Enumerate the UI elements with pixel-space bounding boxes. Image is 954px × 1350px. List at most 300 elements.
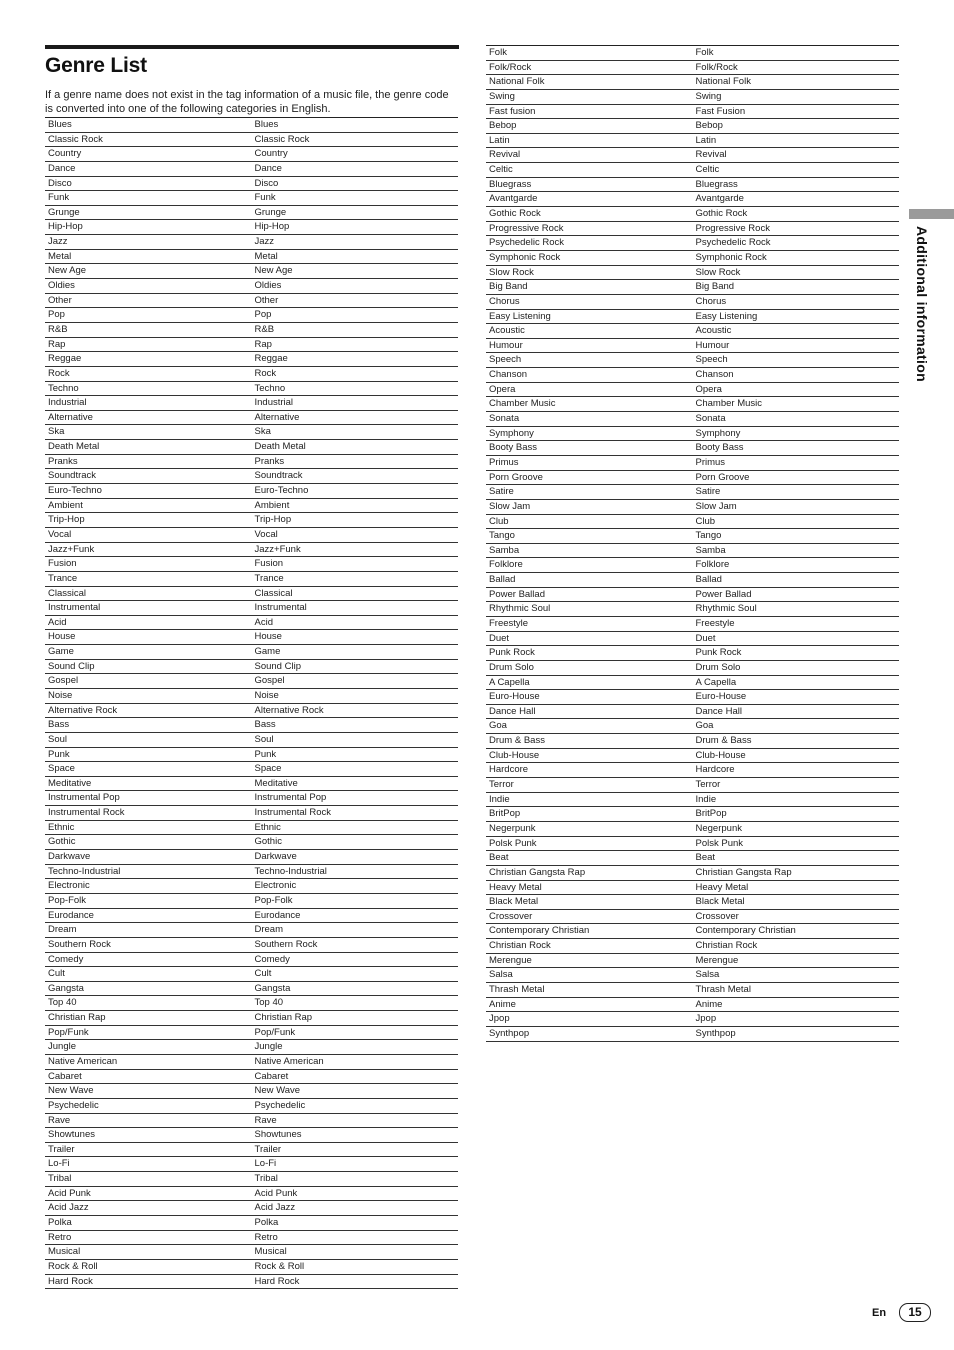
genre-display-name: Space — [254, 763, 282, 775]
genre-code-name: Tango — [489, 530, 515, 542]
genre-display-name: Other — [254, 294, 279, 306]
table-row — [45, 879, 458, 894]
genre-display-name: Tango — [695, 530, 722, 542]
table-row — [486, 793, 899, 808]
table-row — [45, 806, 458, 821]
genre-code-name: Classic Rock — [48, 133, 103, 145]
page-title: Genre List — [45, 54, 147, 77]
genre-code-name: New Age — [48, 265, 87, 277]
table-row — [45, 953, 458, 968]
genre-display-name: Pop-Folk — [254, 894, 293, 906]
genre-code-name: Darkwave — [48, 851, 91, 863]
table-row — [486, 851, 899, 866]
table-row — [45, 982, 458, 997]
genre-code-name: Acoustic — [489, 325, 525, 337]
table-row — [486, 573, 899, 588]
genre-code-name: Christian Rap — [48, 1012, 106, 1024]
genre-display-name: Funk — [254, 192, 276, 204]
table-row — [45, 279, 458, 294]
table-row — [45, 543, 458, 558]
genre-display-name: A Capella — [695, 676, 737, 688]
table-row — [45, 865, 458, 880]
table-row — [486, 236, 899, 251]
genre-code-name: Hardcore — [489, 764, 529, 776]
genre-code-name: Trailer — [48, 1143, 75, 1155]
genre-display-name: Jazz — [254, 236, 275, 248]
table-row — [45, 967, 458, 982]
table-row — [45, 308, 458, 323]
section-label: Additional information — [914, 226, 930, 382]
genre-code-name: Bebop — [489, 120, 517, 132]
genre-code-name: Native American — [48, 1056, 118, 1067]
genre-code-name: House — [48, 631, 76, 643]
genre-display-name: Classical — [254, 587, 293, 599]
table-row — [45, 1099, 458, 1114]
table-row — [486, 544, 899, 559]
table-row — [486, 119, 899, 134]
genre-display-name: Sonata — [695, 413, 726, 425]
table-row — [45, 1201, 458, 1216]
genre-display-name: Opera — [695, 383, 722, 395]
table-row — [486, 807, 899, 822]
genre-code-name: Funk — [48, 192, 70, 204]
genre-code-name: Fusion — [48, 558, 77, 570]
table-row — [486, 939, 899, 954]
genre-code-name: Ambient — [48, 499, 83, 511]
table-row — [45, 1260, 458, 1275]
genre-display-name: Showtunes — [254, 1129, 302, 1141]
genre-code-name: Fast fusion — [489, 105, 536, 117]
genre-code-name: Bass — [48, 719, 70, 731]
genre-code-name: Ska — [48, 426, 65, 438]
genre-display-name: Cabaret — [254, 1070, 289, 1082]
genre-code-name: Acid Punk — [48, 1187, 91, 1199]
genre-display-name: Duet — [695, 632, 716, 644]
table-row — [486, 837, 899, 852]
genre-display-name: Swing — [695, 90, 722, 102]
table-row — [45, 674, 458, 689]
table-row — [45, 1040, 458, 1055]
genre-code-name: Soundtrack — [48, 470, 97, 482]
table-row — [45, 352, 458, 367]
table-row — [45, 220, 458, 235]
table-row — [486, 222, 899, 237]
table-row — [486, 515, 899, 530]
genre-code-name: Oldies — [48, 280, 75, 292]
genre-code-name: Techno — [48, 382, 79, 394]
table-row — [45, 411, 458, 426]
genre-display-name: Beat — [695, 852, 716, 864]
genre-code-name: Metal — [48, 250, 72, 262]
table-row — [486, 485, 899, 500]
genre-code-name: Heavy Metal — [489, 881, 542, 893]
genre-display-name: Techno — [254, 382, 286, 394]
genre-code-name: Top 40 — [48, 997, 77, 1009]
genre-code-name: National Folk — [489, 76, 545, 88]
table-row — [45, 206, 458, 221]
genre-display-name: Jpop — [695, 1013, 717, 1025]
genre-code-name: Meditative — [48, 777, 92, 789]
genre-display-name: Dance Hall — [695, 705, 742, 717]
table-row — [45, 689, 458, 704]
genre-code-name: Christian Rock — [489, 940, 551, 952]
genre-code-name: Psychedelic — [48, 1099, 99, 1111]
table-row — [45, 850, 458, 865]
genre-code-name: Pranks — [48, 455, 78, 467]
table-row — [486, 295, 899, 310]
genre-code-name: Game — [48, 646, 74, 658]
table-row — [45, 396, 458, 411]
table-row — [486, 412, 899, 427]
table-row — [486, 910, 899, 925]
genre-display-name: Game — [254, 646, 281, 658]
genre-code-name: Ballad — [489, 574, 516, 586]
genre-code-name: Hard Rock — [48, 1275, 93, 1287]
genre-code-name: Club — [489, 515, 509, 527]
genre-display-name: Jazz+Funk — [254, 543, 301, 555]
table-row — [45, 1055, 458, 1070]
genre-display-name: Noise — [254, 689, 279, 701]
genre-code-name: Rhythmic Soul — [489, 603, 551, 615]
genre-display-name: Gangsta — [254, 982, 291, 994]
table-row — [486, 734, 899, 749]
genre-display-name: Classic Rock — [254, 133, 310, 145]
genre-code-name: Instrumental Pop — [48, 792, 120, 804]
genre-display-name: Acid Jazz — [254, 1202, 296, 1214]
table-row — [486, 588, 899, 603]
genre-display-name: Jungle — [254, 1041, 283, 1053]
genre-display-name: Club-House — [695, 749, 746, 761]
genre-display-name: Christian Gangsta Rap — [695, 866, 792, 878]
genre-code-name: Jazz — [48, 236, 68, 248]
genre-code-name: Jazz+Funk — [48, 543, 95, 555]
table-row — [45, 733, 458, 748]
genre-display-name: Fusion — [254, 558, 284, 570]
genre-display-name: Euro-House — [695, 691, 747, 703]
table-row — [45, 1114, 458, 1129]
table-row — [45, 835, 458, 850]
table-row — [486, 310, 899, 325]
table-row — [45, 294, 458, 309]
genre-code-name: Electronic — [48, 880, 90, 892]
genre-display-name: Punk — [254, 748, 277, 760]
genre-display-name: Heavy Metal — [695, 881, 749, 893]
table-row — [45, 1011, 458, 1026]
table-row — [486, 471, 899, 486]
genre-display-name: Goa — [695, 720, 714, 732]
genre-display-name: Punk Rock — [695, 647, 742, 659]
genre-display-name: Alternative — [254, 411, 300, 423]
genre-display-name: Chanson — [695, 369, 734, 381]
genre-display-name: Slow Jam — [695, 500, 737, 512]
genre-display-name: New Age — [254, 265, 293, 277]
genre-code-name: Drum & Bass — [489, 735, 545, 747]
table-row — [45, 718, 458, 733]
table-row — [486, 339, 899, 354]
genre-display-name: Instrumental Pop — [254, 792, 327, 804]
table-row — [45, 762, 458, 777]
table-row — [486, 251, 899, 266]
genre-display-name: Trip-Hop — [254, 514, 292, 526]
genre-code-name: Grunge — [48, 206, 80, 218]
table-row — [45, 323, 458, 338]
genre-code-name: Avantgarde — [489, 193, 538, 205]
table-row — [45, 425, 458, 440]
genre-display-name: Symphony — [695, 427, 741, 439]
genre-display-name: House — [254, 631, 282, 643]
genre-display-name: Negerpunk — [695, 822, 742, 834]
table-row — [486, 749, 899, 764]
genre-code-name: R&B — [48, 323, 68, 335]
table-row — [486, 353, 899, 368]
table-row — [45, 601, 458, 616]
table-row — [45, 1231, 458, 1246]
genre-code-name: Dance Hall — [489, 705, 536, 717]
genre-display-name: Country — [254, 148, 288, 160]
table-row — [45, 177, 458, 192]
genre-display-name: Top 40 — [254, 997, 284, 1009]
genre-code-name: Rock — [48, 367, 70, 379]
genre-code-name: Gothic — [48, 836, 76, 848]
table-row — [486, 148, 899, 163]
table-row — [45, 513, 458, 528]
genre-code-name: Contemporary Christian — [489, 925, 590, 937]
genre-display-name: Terror — [695, 779, 721, 791]
table-row — [486, 134, 899, 149]
genre-code-name: Rap — [48, 338, 66, 350]
table-row — [45, 1128, 458, 1143]
genre-display-name: Club — [695, 515, 716, 527]
genre-code-name: Duet — [489, 632, 510, 644]
genre-display-name: Hip-Hop — [254, 221, 290, 233]
genre-display-name: Acid — [254, 616, 273, 628]
genre-code-name: Satire — [489, 486, 514, 498]
genre-code-name: Chorus — [489, 295, 520, 307]
genre-display-name: Salsa — [695, 969, 720, 981]
table-row — [486, 61, 899, 76]
genre-display-name: Instrumental — [254, 602, 307, 614]
table-row — [45, 1216, 458, 1231]
genre-code-name: Folk — [489, 47, 507, 58]
genre-code-name: Disco — [48, 177, 72, 189]
genre-code-name: Space — [48, 763, 75, 775]
genre-display-name: Symphonic Rock — [695, 251, 767, 263]
table-row — [45, 1084, 458, 1099]
genre-display-name: Pranks — [254, 455, 285, 467]
table-row — [45, 630, 458, 645]
genre-display-name: Pop — [254, 309, 272, 321]
genre-code-name: Thrash Metal — [489, 984, 545, 995]
genre-code-name: Booty Bass — [489, 442, 538, 454]
genre-code-name: Black Metal — [489, 896, 539, 908]
genre-code-name: Sonata — [489, 413, 520, 425]
genre-display-name: Dance — [254, 162, 282, 174]
table-row — [486, 719, 899, 734]
table-row — [486, 763, 899, 778]
table-row — [486, 500, 899, 515]
genre-display-name: Acoustic — [695, 325, 732, 337]
table-row — [45, 616, 458, 631]
genre-code-name: Jungle — [48, 1041, 76, 1053]
table-row — [486, 75, 899, 90]
table-row — [45, 250, 458, 265]
genre-table-left — [45, 117, 458, 1289]
genre-code-name: Salsa — [489, 969, 513, 981]
title-rule — [45, 45, 459, 49]
genre-code-name: Industrial — [48, 397, 87, 409]
table-row — [45, 1157, 458, 1172]
table-row — [486, 676, 899, 691]
genre-code-name: Soul — [48, 733, 68, 745]
genre-code-name: Pop — [48, 309, 65, 321]
table-row — [45, 264, 458, 279]
genre-code-name: Beat — [489, 852, 509, 864]
genre-display-name: Rhythmic Soul — [695, 603, 757, 615]
genre-display-name: Instrumental Rock — [254, 807, 332, 819]
table-row — [45, 1026, 458, 1041]
genre-code-name: Punk — [48, 748, 70, 760]
table-row — [486, 397, 899, 412]
genre-code-name: Gospel — [48, 675, 79, 687]
genre-code-name: Revival — [489, 149, 521, 161]
table-row — [45, 791, 458, 806]
genre-code-name: Euro-Techno — [48, 485, 102, 497]
section-tab — [909, 209, 954, 219]
genre-code-name: Folk/Rock — [489, 61, 532, 73]
genre-code-name: Other — [48, 294, 72, 306]
table-row — [45, 118, 458, 133]
genre-display-name: Chamber Music — [695, 398, 763, 410]
genre-display-name: Thrash Metal — [695, 984, 751, 995]
genre-code-name: Negerpunk — [489, 822, 536, 834]
genre-code-name: Primus — [489, 456, 519, 468]
genre-display-name: Progressive Rock — [695, 222, 770, 234]
table-row — [45, 1245, 458, 1260]
genre-display-name: Native American — [254, 1056, 324, 1067]
genre-display-name: Darkwave — [254, 851, 297, 863]
genre-code-name: Rave — [48, 1114, 71, 1126]
table-row — [45, 923, 458, 938]
genre-display-name: Reggae — [254, 353, 288, 365]
table-row — [486, 1027, 899, 1042]
table-row — [45, 338, 458, 353]
table-row — [486, 998, 899, 1013]
genre-display-name: Power Ballad — [695, 588, 752, 600]
genre-code-name: Polka — [48, 1217, 72, 1229]
table-row — [486, 778, 899, 793]
genre-display-name: Retro — [254, 1231, 278, 1243]
genre-display-name: Polka — [254, 1217, 279, 1229]
genre-code-name: Synthpop — [489, 1027, 530, 1039]
genre-code-name: Progressive Rock — [489, 222, 564, 234]
genre-display-name: Folk/Rock — [695, 61, 738, 73]
genre-display-name: Bluegrass — [695, 178, 738, 190]
genre-code-name: Ethnic — [48, 821, 75, 833]
genre-display-name: Humour — [695, 339, 730, 351]
genre-display-name: Pop/Funk — [254, 1026, 296, 1038]
table-row — [486, 866, 899, 881]
page-number: 15 — [899, 1303, 931, 1322]
table-row — [45, 528, 458, 543]
genre-display-name: Southern Rock — [254, 938, 318, 950]
genre-code-name: Showtunes — [48, 1129, 96, 1141]
genre-code-name: Anime — [489, 998, 516, 1010]
genre-code-name: Latin — [489, 134, 510, 146]
genre-display-name: New Wave — [254, 1085, 301, 1097]
genre-display-name: Bebop — [695, 120, 723, 132]
genre-display-name: Hard Rock — [254, 1275, 300, 1287]
genre-code-name: Porn Groove — [489, 471, 543, 483]
genre-code-name: Slow Rock — [489, 266, 534, 278]
genre-display-name: Ballad — [695, 574, 722, 586]
table-row — [45, 147, 458, 162]
genre-code-name: Polsk Punk — [489, 837, 537, 849]
genre-display-name: Drum Solo — [695, 661, 741, 673]
genre-code-name: Swing — [489, 90, 515, 102]
table-row — [486, 822, 899, 837]
genre-display-name: Drum & Bass — [695, 735, 752, 747]
genre-display-name: Celtic — [695, 164, 720, 176]
genre-display-name: Dream — [254, 924, 284, 936]
genre-display-name: Industrial — [254, 397, 294, 409]
genre-display-name: Disco — [254, 177, 279, 189]
genre-code-name: Musical — [48, 1246, 81, 1258]
genre-display-name: Porn Groove — [695, 471, 750, 483]
genre-code-name: Symphonic Rock — [489, 251, 561, 263]
genre-code-name: Instrumental — [48, 602, 101, 614]
table-row — [45, 996, 458, 1011]
genre-code-name: Comedy — [48, 953, 84, 965]
table-row — [486, 690, 899, 705]
table-row — [486, 954, 899, 969]
genre-code-name: Retro — [48, 1231, 72, 1243]
genre-display-name: Crossover — [695, 910, 739, 922]
genre-code-name: Trance — [48, 572, 78, 584]
genre-code-name: Alternative — [48, 411, 93, 423]
table-row — [45, 235, 458, 250]
genre-code-name: Big Band — [489, 281, 528, 293]
genre-code-name: Club-House — [489, 749, 540, 761]
table-row — [486, 983, 899, 998]
genre-display-name: Samba — [695, 544, 726, 556]
genre-code-name: Folklore — [489, 559, 523, 571]
genre-display-name: Freestyle — [695, 617, 735, 629]
genre-code-name: Indie — [489, 793, 510, 805]
genre-code-name: Speech — [489, 354, 522, 366]
table-row — [45, 455, 458, 470]
genre-display-name: Trailer — [254, 1143, 282, 1155]
table-row — [45, 191, 458, 206]
genre-code-name: Symphony — [489, 427, 534, 439]
genre-code-name: Lo-Fi — [48, 1158, 70, 1170]
table-row — [45, 484, 458, 499]
table-row — [486, 46, 899, 61]
genre-code-name: Crossover — [489, 910, 533, 922]
genre-display-name: Gothic Rock — [695, 208, 748, 220]
genre-code-name: Chanson — [489, 369, 528, 381]
genre-code-name: Psychedelic Rock — [489, 237, 564, 249]
genre-code-name: Freestyle — [489, 617, 529, 629]
genre-display-name: Chorus — [695, 295, 727, 307]
table-row — [486, 924, 899, 939]
genre-code-name: Gangsta — [48, 982, 84, 994]
genre-code-name: BritPop — [489, 808, 521, 820]
table-row — [486, 705, 899, 720]
genre-code-name: Country — [48, 148, 82, 160]
genre-code-name: Southern Rock — [48, 938, 111, 950]
genre-code-name: Acid — [48, 616, 67, 628]
intro-text: If a genre name does not exist in the tag information of a music file, the genre code is converted into one of the following categories in English. — [45, 89, 449, 115]
